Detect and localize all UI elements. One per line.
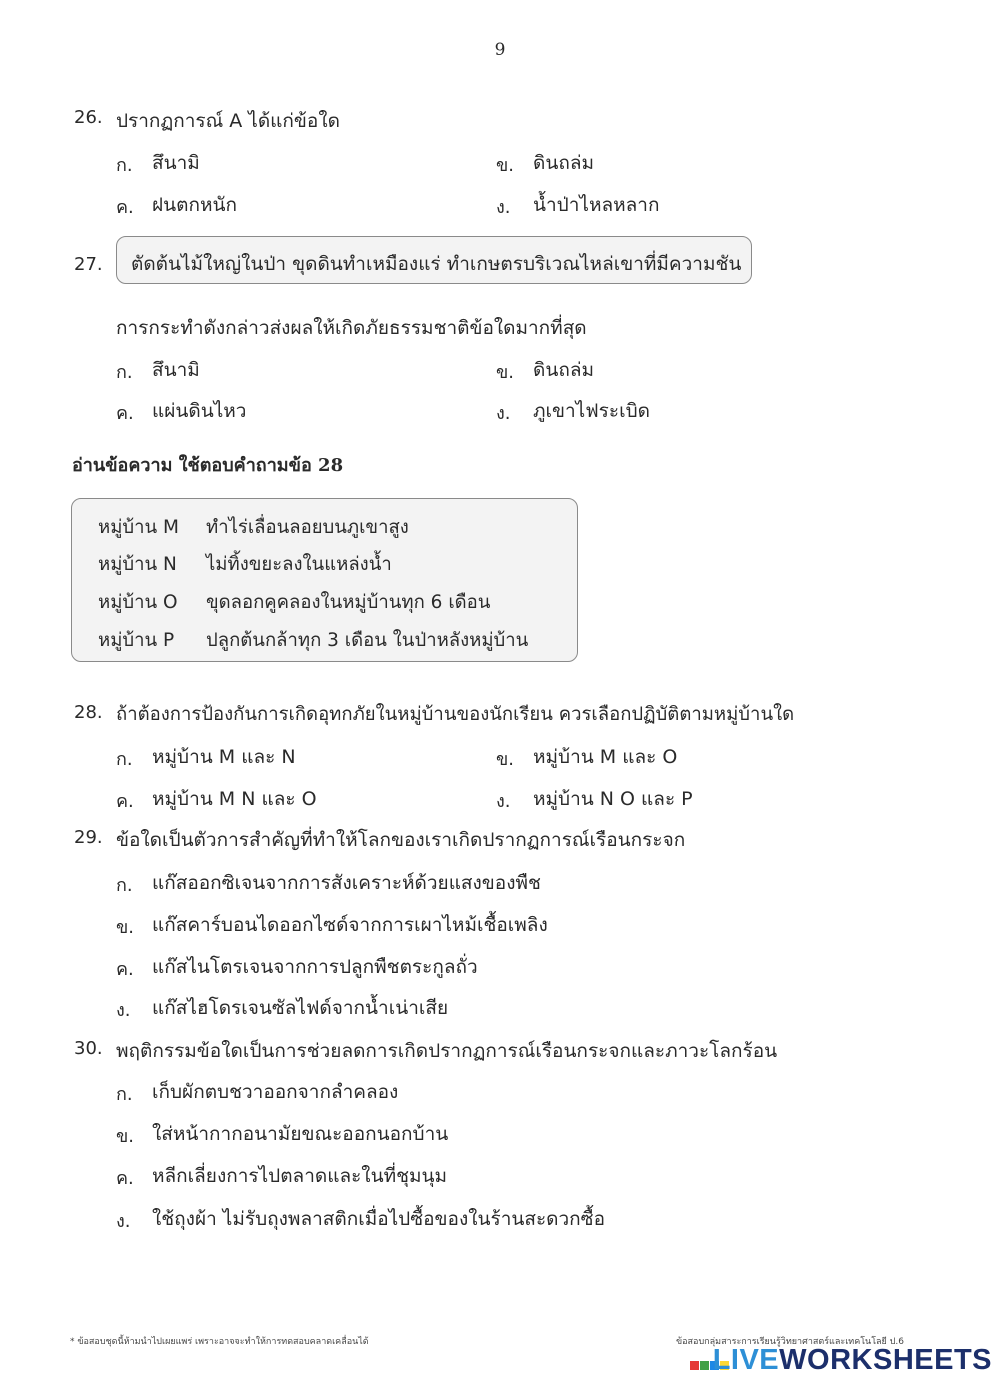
village-name: หมู่บ้าน O [98, 592, 178, 613]
reading-heading: อ่านข้อความ ใช้ตอบคำถามข้อ 28 [72, 455, 344, 476]
option-text: หลีกเลี่ยงการไปตลาดและในที่ชุมนุม [152, 1165, 448, 1187]
option-text: ดินถล่ม [533, 359, 594, 381]
option-text: แก๊สไนโตรเจนจากการปลูกพืชตระกูลถั่ว [152, 956, 478, 978]
question-number: 26. [74, 107, 103, 128]
option-label: ค. [116, 959, 134, 980]
option-text: ใช้ถุงผ้า ไม่รับถุงพลาสติกเมื่อไปซื้อของในร้านสะดวกซื้อ [152, 1208, 605, 1230]
question-number: 30. [74, 1038, 103, 1059]
scenario-box [116, 236, 752, 284]
village-name: หมู่บ้าน M [98, 517, 180, 538]
village-row [98, 550, 392, 579]
village-row [98, 626, 528, 655]
village-name: หมู่บ้าน N [98, 554, 177, 575]
option-label: ง. [116, 1000, 131, 1021]
option-label: ข. [116, 917, 135, 938]
option-label: ก. [116, 362, 133, 383]
village-practice: ทำไร่เลื่อนลอยบนภูเขาสูง [206, 517, 409, 538]
footer-disclaimer: * ข้อสอบชุดนี้ห้ามนำไปเผยแพร่ เพราะอาจจะทำให้การทดสอบคลาดเคลื่อนได้ [70, 1337, 369, 1347]
logo-square [690, 1361, 699, 1370]
option-label: ก. [116, 155, 133, 176]
option-text: แก๊สคาร์บอนไดออกไซด์จากการเผาไหม้เชื้อเพลิง [152, 914, 548, 936]
option-text: หมู่บ้าน M N และ O [152, 788, 317, 810]
village-name: หมู่บ้าน P [98, 630, 175, 651]
village-row [98, 588, 490, 617]
village-row [98, 513, 409, 542]
option-label: ง. [496, 791, 511, 812]
option-label: ก. [116, 749, 133, 770]
page-number: 9 [494, 40, 506, 60]
option-text: ใส่หน้ากากอนามัยขณะออกนอกบ้าน [152, 1123, 449, 1145]
option-label: ก. [116, 1084, 133, 1105]
village-practice: ขุดลอกคูคลองในหมู่บ้านทุก 6 เดือน [206, 592, 491, 613]
option-label: ค. [116, 791, 134, 812]
option-text: หมู่บ้าน M และ O [533, 746, 678, 768]
question-number: 28. [74, 702, 103, 723]
village-info-box [71, 498, 578, 662]
question-text: การกระทำดังกล่าวส่งผลให้เกิดภัยธรรมชาติข้อใดมากที่สุด [116, 317, 587, 339]
footer-subject: ข้อสอบกลุ่มสาระการเรียนรู้วิทยาศาสตร์และเทคโนโลยี ป.6 [676, 1337, 904, 1347]
option-text: แผ่นดินไหว [152, 400, 247, 422]
option-label: ข. [116, 1126, 135, 1147]
option-text: สึนามิ [152, 359, 200, 381]
scenario-text: ตัดต้นไม้ใหญ่ในป่า ขุดดินทำเหมืองแร่ ทำเกษตรบริเวณไหล่เขาที่มีความชัน [131, 253, 742, 275]
village-practice: ไม่ทิ้งขยะลงในแหล่งน้ำ [206, 554, 392, 575]
option-text: แก๊สออกซิเจนจากการสังเคราะห์ด้วยแสงของพืช [152, 872, 541, 894]
option-label: ง. [496, 403, 511, 424]
option-label: ข. [496, 362, 515, 383]
option-text: ดินถล่ม [533, 152, 594, 174]
liveworksheets-logo[interactable] [690, 1344, 992, 1377]
option-text: ฝนตกหนัก [152, 194, 237, 216]
logo-text-worksheets: WORKSHEETS [779, 1344, 992, 1376]
question-number: 27. [74, 254, 103, 275]
option-text: หมู่บ้าน M และ N [152, 746, 296, 768]
question-number: 29. [74, 827, 103, 848]
option-text: ภูเขาไฟระเบิด [533, 400, 650, 422]
question-text: ข้อใดเป็นตัวการสำคัญที่ทำให้โลกของเราเกิดปรากฏการณ์เรือนกระจก [116, 829, 686, 851]
option-text: หมู่บ้าน N O และ P [533, 788, 693, 810]
question-text: ปรากฏการณ์ A ได้แก่ข้อใด [116, 110, 340, 132]
option-text: เก็บผักตบชวาออกจากลำคลอง [152, 1081, 399, 1103]
option-label: ข. [496, 749, 515, 770]
liveworksheets-logo-icon [690, 1346, 710, 1366]
question-text: ถ้าต้องการป้องกันการเกิดอุทกภัยในหมู่บ้านของนักเรียน ควรเลือกปฏิบัติตามหมู่บ้านใด [116, 704, 795, 725]
option-label: ง. [116, 1211, 131, 1232]
option-text: แก๊สไฮโดรเจนซัลไฟด์จากน้ำเน่าเสีย [152, 997, 449, 1019]
option-text: น้ำป่าไหลหลาก [533, 194, 660, 216]
village-practice: ปลูกต้นกล้าทุก 3 เดือน ในป่าหลังหมู่บ้าน [206, 630, 529, 651]
option-label: ค. [116, 1168, 134, 1189]
option-label: ก. [116, 875, 133, 896]
logo-text-live: LIVE [712, 1344, 780, 1376]
option-label: ค. [116, 403, 134, 424]
logo-square [700, 1361, 709, 1370]
option-label: ค. [116, 197, 134, 218]
option-label: ข. [496, 155, 515, 176]
option-text: สึนามิ [152, 152, 200, 174]
question-text: พฤติกรรมข้อใดเป็นการช่วยลดการเกิดปรากฏการณ์เรือนกระจกและภาวะโลกร้อน [116, 1040, 778, 1062]
option-label: ง. [496, 197, 511, 218]
